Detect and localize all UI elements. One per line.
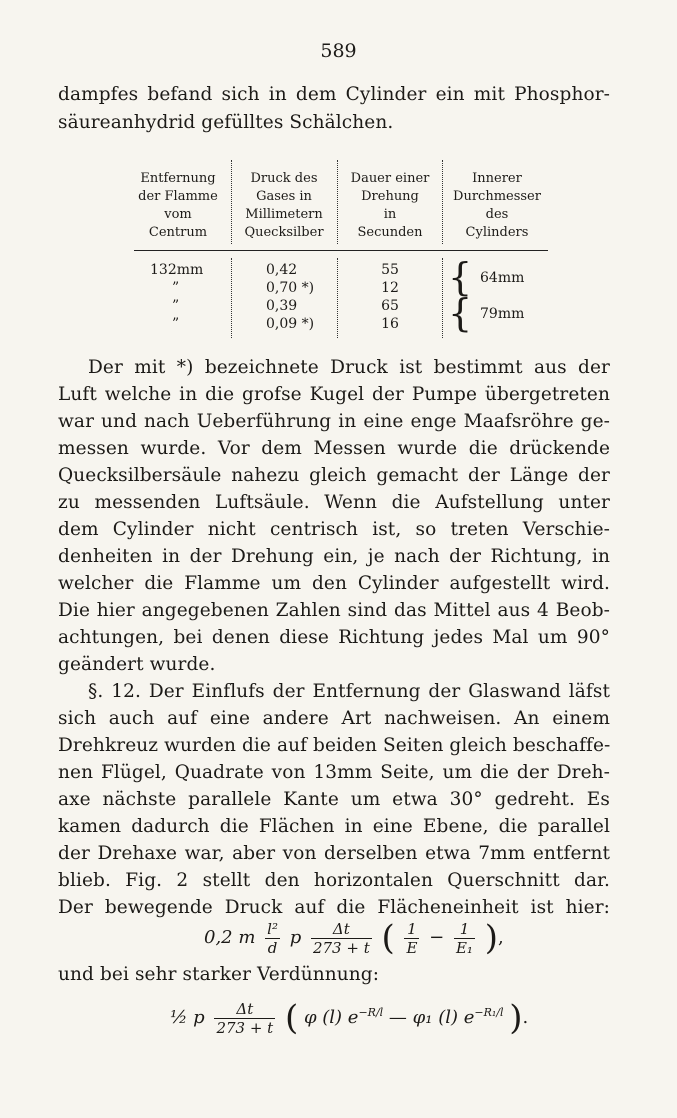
numerator: Δt <box>214 1000 275 1019</box>
body-line: Drehkreuz wurden die auf beiden Seiten gleich beschaffe- <box>58 735 611 756</box>
formula-lead: 0,2 m <box>204 927 256 948</box>
formula-term-1: φ (l) e <box>303 1007 359 1028</box>
brace-left: { <box>448 291 473 335</box>
header-line: in <box>383 207 397 222</box>
body-line: kamen dadurch die Flächen in eine Ebene, die parallel <box>58 816 610 837</box>
cell: 0,42 <box>266 262 298 278</box>
formula-fraction <box>311 920 372 957</box>
formula-half-p: ½ p <box>170 1007 205 1028</box>
header-line: Druck des <box>250 171 318 186</box>
cell-diameter-1: 64mm <box>480 270 525 286</box>
body-line: Der bewegende Druck auf die Flächeneinheit ist hier: <box>58 897 610 918</box>
cell: 0,39 <box>266 298 298 314</box>
formula-fraction <box>265 920 280 957</box>
page-number: 589 <box>320 40 357 62</box>
cell: 0,70 *) <box>266 280 315 296</box>
cell <box>150 315 210 333</box>
body-line: denheiten in der Drehung ein, je nach der Richtung, in <box>58 546 610 567</box>
body-line: sich auch auf eine andere Art nachweisen. An einem <box>58 708 610 729</box>
cell-text: ” <box>172 316 180 332</box>
cell: 16 <box>381 316 399 332</box>
numerator: 1 <box>454 920 475 939</box>
body-line: nen Flügel, Quadrate von 13mm Seite, um die der Dreh- <box>58 762 610 783</box>
body-line: geändert wurde. <box>58 654 216 675</box>
table-divider <box>442 258 443 338</box>
body-line: welcher die Flamme um den Cylinder aufgestellt wird. <box>58 573 610 594</box>
header-line: Secunden <box>357 225 423 240</box>
formula-term-2: φ₁ (l) e <box>412 1007 475 1028</box>
header-line: Quecksilber <box>244 225 324 240</box>
table-header-duration <box>340 170 440 242</box>
exponent-2: −R₁/l <box>474 1006 504 1019</box>
table-divider <box>337 160 338 244</box>
column-duration <box>370 261 410 333</box>
intro-line-1: dampfes befand sich in dem Cylinder ein mit Phosphor- <box>58 84 610 105</box>
body-line: blieb. Fig. 2 stellt den horizontalen Querschnitt dar. <box>58 870 610 891</box>
formula-fraction <box>404 920 419 957</box>
cell-text: 132mm <box>150 262 204 278</box>
column-distance <box>150 261 210 333</box>
body-line: Der mit *) bezeichnete Druck ist bestimmt aus der <box>88 357 610 378</box>
header-line: Innerer <box>472 171 522 186</box>
denominator: d <box>267 938 278 957</box>
formula-minus: — <box>388 1007 407 1028</box>
paren-open: ( <box>284 998 299 1038</box>
body-line: Luft welche in die grofse Kugel der Pumpe übergetreten <box>58 384 610 405</box>
numerator: 1 <box>404 920 419 939</box>
cell-text: ” <box>172 280 180 296</box>
header-line: Millimetern <box>245 207 323 222</box>
header-line: des <box>485 207 509 222</box>
intro-line-2: säureanhydrid gefülltes Schälchen. <box>58 112 394 133</box>
cell <box>150 297 210 315</box>
formula-intro: und bei sehr starker Verdünnung: <box>58 964 380 985</box>
denominator: 273 + t <box>312 938 370 957</box>
body-line: dem Cylinder nicht centrisch ist, so treten Verschie- <box>58 519 610 540</box>
formula-rarefied <box>170 998 528 1038</box>
numerator: l² <box>267 919 278 938</box>
header-line: Durchmesser <box>453 189 541 204</box>
formula-minus: − <box>429 927 445 948</box>
cell-text: ” <box>172 298 180 314</box>
period: . <box>522 1007 529 1028</box>
body-line: §. 12. Der Einflufs der Entfernung der Glaswand läfst <box>88 681 610 702</box>
cell: 0,09 *) <box>266 316 315 332</box>
cell: 65 <box>381 298 399 314</box>
formula-p: p <box>289 927 302 948</box>
table-header-rule <box>134 250 548 251</box>
paren-open: ( <box>381 918 395 958</box>
brace-left: { <box>448 255 473 299</box>
cell: 12 <box>381 280 399 296</box>
body-line: achtungen, bei denen diese Richtung jedes Mal um 90° <box>58 627 610 648</box>
cell-diameter-2: 79mm <box>480 306 525 322</box>
cell: 55 <box>381 262 399 278</box>
paren-close: ) <box>509 998 523 1038</box>
formula-fraction <box>214 1000 275 1037</box>
header-line: der Flamme <box>138 189 218 204</box>
body-line: axe nächste parallele Kante um etwa 30° gedreht. Es <box>58 789 610 810</box>
body-line: messen wurde. Vor dem Messen wurde die drückende <box>58 438 610 459</box>
header-line: Drehung <box>361 189 419 204</box>
header-line: Entfernung <box>140 171 216 186</box>
table-divider <box>231 258 232 338</box>
cell <box>150 261 210 279</box>
header-line: Cylinders <box>465 225 529 240</box>
body-line: Die hier angegebenen Zahlen sind das Mittel aus 4 Beob- <box>58 600 610 621</box>
table-divider <box>442 160 443 244</box>
comma: , <box>497 927 504 948</box>
column-pressure <box>266 261 336 333</box>
denominator: 273 + t <box>216 1018 274 1037</box>
table-divider <box>337 258 338 338</box>
formula-fraction <box>454 920 475 957</box>
numerator: Δt <box>311 920 372 939</box>
header-line: Dauer einer <box>350 171 430 186</box>
table-header-distance <box>128 170 228 242</box>
table-header-diameter <box>444 170 550 242</box>
formula-pressure <box>204 918 504 958</box>
header-line: Gases in <box>256 189 312 204</box>
table-divider <box>231 160 232 244</box>
header-line: Centrum <box>148 225 208 240</box>
exponent-1: −R/l <box>358 1006 384 1019</box>
body-line: Quecksilbersäule nahezu gleich gemacht der Länge der <box>58 465 610 486</box>
header-line: vom <box>164 207 192 222</box>
body-line: war und nach Ueberführung in eine enge Maafsröhre ge- <box>58 411 610 432</box>
table-header-pressure <box>234 170 334 242</box>
denominator: E <box>406 938 418 957</box>
paren-close: ) <box>484 918 498 958</box>
denominator: E₁ <box>455 938 473 957</box>
body-line: der Drehaxe war, aber von derselben etwa 7mm entfernt <box>58 843 610 864</box>
body-line: zu messenden Luftsäule. Wenn die Aufstellung unter <box>58 492 610 513</box>
cell <box>150 279 210 297</box>
